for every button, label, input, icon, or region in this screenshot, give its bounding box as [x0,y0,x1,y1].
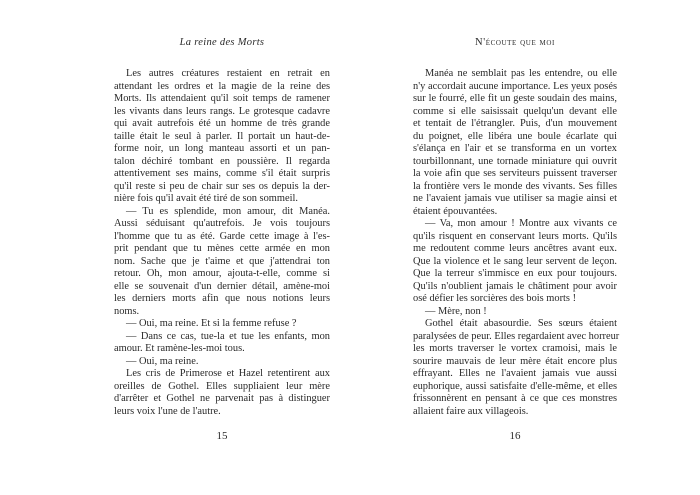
body-text [114,68,330,418]
page-number: 15 [216,430,228,442]
text-line: et tentait de l'étrangler. Puis, d'un mouvement [413,118,617,129]
text-line: Que la terreur s'immisce en eux pour toujours. [413,268,617,279]
text-line: sourire mauvais de leur mère était encore plus [413,355,617,367]
text-line: forme noir, un long manteau assorti et un pan- [114,143,330,154]
text-line: effrayant. Elles ne l'avaient jamais vue aussi [413,368,617,379]
text-line: euphorique, aussi satisfaite d'elle-même, et elles [413,380,617,392]
text-line: nière fois qu'il avait été tiré de son sommeil. [114,193,298,204]
text-line: Qu'ils n'oublient jamais le châtiment pour avoir [413,280,617,292]
text-line: paralysées de peur. Elles regardaient avec horreur [413,330,620,342]
running-head: N'écoute que moi [475,37,555,48]
paragraph [114,368,330,418]
paragraph [114,68,330,206]
text-line: sur le fourré, elle fit un geste soudain des mains, [413,93,617,104]
text-line: Morts. Ils attendaient qu'il soit temps de ramener [114,93,330,104]
paragraph [413,68,617,218]
text-line: qu'ils risquent en conservant leurs morts. Qu'ils [413,230,617,242]
text-line: d'arrêter et Gothel ne parvenait pas à distinguer [114,393,330,404]
paragraph [114,206,330,319]
paragraph [114,356,330,369]
text-line: me redoutent comme leurs ancêtres avant eux. [413,243,617,254]
text-line: oreilles de Gothel. Elles suppliaient leur mère [114,380,330,392]
text-line: — Dans ce cas, tue-la et tue les enfants, mon [126,330,330,342]
paragraph [114,331,330,356]
text-line: n'y accordait aucune importance. Les yeux posés [413,80,617,92]
text-line: tourbillonnant, une tornade miniature qui ouvrit [413,155,617,167]
text-line: ne l'avaient jamais vue utiliser sa magie ainsi et [413,193,617,204]
text-line: qui avait autrefois été un homme de très grande [114,118,330,129]
text-line: Que la violence et le sang leur servent de leçon. [413,255,617,267]
text-line: du poignet, elle libéra une boule écarlate qui [413,130,617,142]
text-line: taille était le seul à parler. Il portait un haut-de- [114,130,330,142]
text-line: s'élança en l'air et se transforma en un vortex [413,143,617,154]
text-line: attendant les ordres et la magie de la reine des [114,80,330,92]
paragraph [413,218,617,306]
text-line: nom. Sache que je t'aime et que j'attendrai ton [114,255,330,267]
text-line: — Tu es splendide, mon amour, dit Manéa. [126,205,330,217]
text-line: l'homme que tu as été. Garde cette image à l'es- [114,230,330,242]
text-line: Les autres créatures restaient en retrait en [126,68,330,79]
body-text [413,68,620,418]
text-line: — Va, mon amour ! Montre aux vivants ce [425,218,617,229]
paragraph [413,318,620,418]
text-line: retour. Oh, mon amour, ajouta-t-elle, comme si [114,268,330,279]
page-number: 16 [509,430,521,442]
text-line: noms. [114,305,140,317]
text-line: Manéa ne semblait pas les entendre, ou elle [425,68,617,79]
text-line: Gothel était abasourdie. Ses sœurs étaient [425,318,617,329]
text-line: les vivants dans leurs rangs. Le grotesque cadavre [114,105,330,117]
text-line: attentivement ses mains, comme s'il était surpris [114,168,330,179]
text-line: les morts traverser le vortex cramoisi, mais le [413,343,617,354]
text-line: — Mère, non ! [425,305,487,317]
text-line: — Oui, ma reine. Et si la femme refuse ? [126,318,297,329]
text-line: comme si elle saisissait quelqu'un devant elle [413,105,617,117]
text-line: qu'il reste si peu de chair sur ses os depuis la der- [114,180,330,192]
text-line: frissonnèrent en pensant à ce que ces monstres [413,393,617,404]
text-line: osé défier les sorcières des bois morts ! [413,293,577,304]
text-line: la frontière vers le monde des vivants. Ses filles [413,180,617,192]
text-line: la voie afin que ses serviteurs puissent traverser [413,168,617,179]
running-head: La reine des Morts [179,37,265,48]
text-line: leurs voix l'une de l'autre. [114,405,221,417]
paragraph [114,318,330,331]
text-line: talon déchiré tombant en poussière. Il regarda [114,155,330,167]
text-line: les derniers morts afin que nous notions leurs [114,293,330,304]
text-line: Les cris de Primerose et Hazel retentirent aux [126,368,330,379]
paragraph [413,306,617,319]
text-line: allaient faire aux villageois. [413,405,529,417]
text-line: étaient épouvantées. [413,205,498,217]
text-line: elle se souvenait d'un dernier détail, amène-moi [114,280,330,292]
text-line: Aussi séduisant qu'autrefois. Je vois toujours [114,218,330,229]
text-line: amour. Et ramène-les-moi tous. [114,343,245,354]
text-line: — Oui, ma reine. [126,355,199,367]
text-line: prit pendant que tu mènes cette armée en mon [114,243,330,254]
